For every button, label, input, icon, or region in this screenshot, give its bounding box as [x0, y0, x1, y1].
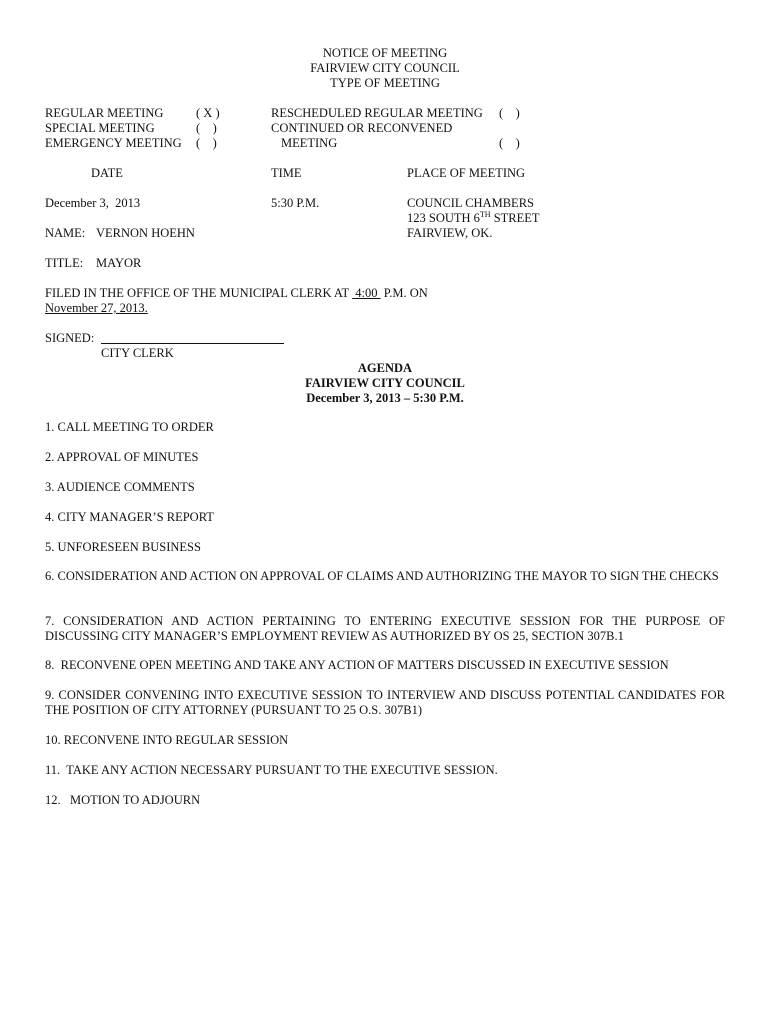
- agenda-item-9: 9. CONSIDER CONVENING INTO EXECUTIVE SESSION TO INTERVIEW AND DISCUSS POTENTIAL CANDIDATES FOR THE POSITION OF CITY ATTORNEY (PURSUANT TO 25 O.S. 307B1): [45, 688, 725, 717]
- title-value: MAYOR: [96, 256, 142, 270]
- rescheduled-meeting-checkbox[interactable]: ( ): [499, 106, 520, 120]
- rescheduled-meeting-label: RESCHEDULED REGULAR MEETING: [271, 106, 483, 120]
- date-header: DATE: [91, 166, 123, 180]
- agenda-item-4: 4. CITY MANAGER’S REPORT: [45, 510, 214, 524]
- notice-title: NOTICE OF MEETING: [322, 46, 448, 60]
- agenda-item-2: 2. APPROVAL OF MINUTES: [45, 450, 199, 464]
- place-street-suffix: STREET: [490, 211, 540, 225]
- filed-time: 4:00: [355, 286, 378, 300]
- regular-meeting-checkbox[interactable]: ( X ): [196, 106, 220, 120]
- agenda-item-1: 1. CALL MEETING TO ORDER: [45, 420, 214, 434]
- agenda-item-5: 5. UNFORESEEN BUSINESS: [45, 540, 201, 554]
- agenda-item-6: 6. CONSIDERATION AND ACTION ON APPROVAL OF CLAIMS AND AUTHORIZING THE MAYOR TO SIGN THE CHECKS: [45, 569, 719, 583]
- place-line-3: FAIRVIEW, OK.: [407, 226, 493, 240]
- agenda-body-name: FAIRVIEW CITY COUNCIL: [305, 376, 465, 390]
- place-line-2: [407, 211, 540, 226]
- filed-suffix: P.M. ON: [380, 286, 428, 300]
- agenda-item-11: 11. TAKE ANY ACTION NECESSARY PURSUANT TO THE EXECUTIVE SESSION.: [45, 763, 498, 777]
- agenda-heading: AGENDA: [357, 361, 413, 375]
- continued-meeting-label-line2: MEETING: [281, 136, 338, 150]
- agenda-item-12: 12. MOTION TO ADJOURN: [45, 793, 201, 807]
- meeting-type-heading: TYPE OF MEETING: [330, 76, 440, 90]
- signature-line[interactable]: [101, 343, 284, 344]
- filed-prefix: FILED IN THE OFFICE OF THE MUNICIPAL CLERK AT: [45, 286, 353, 300]
- place-ordinal-suffix: TH: [479, 210, 491, 219]
- emergency-meeting-label: EMERGENCY MEETING: [45, 136, 182, 150]
- agenda-item-10: 10. RECONVENE INTO REGULAR SESSION: [45, 733, 289, 747]
- place-street-number: 123 SOUTH 6: [407, 211, 480, 225]
- agenda-item-3: 3. AUDIENCE COMMENTS: [45, 480, 195, 494]
- meeting-time: 5:30 P.M.: [271, 196, 320, 210]
- regular-meeting-label: REGULAR MEETING: [45, 106, 164, 120]
- agenda-datetime: December 3, 2013 – 5:30 P.M.: [306, 391, 464, 405]
- signed-label: SIGNED:: [45, 331, 95, 345]
- notice-body-name: FAIRVIEW CITY COUNCIL: [310, 61, 460, 75]
- name-label: NAME:: [45, 226, 86, 240]
- continued-meeting-label: CONTINUED OR RECONVENED: [271, 121, 453, 135]
- time-header: TIME: [271, 166, 302, 180]
- signer-role: CITY CLERK: [101, 346, 174, 360]
- meeting-date: December 3, 2013: [45, 196, 141, 210]
- agenda-item-8: 8. RECONVENE OPEN MEETING AND TAKE ANY ACTION OF MATTERS DISCUSSED IN EXECUTIVE SESSION: [45, 658, 669, 672]
- filed-date: November 27, 2013.: [45, 301, 148, 315]
- special-meeting-label: SPECIAL MEETING: [45, 121, 155, 135]
- agenda-header: [0, 361, 770, 406]
- place-header: PLACE OF MEETING: [407, 166, 526, 180]
- title-label: TITLE:: [45, 256, 84, 270]
- continued-meeting-checkbox[interactable]: ( ): [499, 136, 520, 150]
- emergency-meeting-checkbox[interactable]: ( ): [196, 136, 217, 150]
- place-line-1: COUNCIL CHAMBERS: [407, 196, 534, 210]
- special-meeting-checkbox[interactable]: ( ): [196, 121, 217, 135]
- filed-statement: [45, 286, 428, 301]
- agenda-item-7: 7. CONSIDERATION AND ACTION PERTAINING TO ENTERING EXECUTIVE SESSION FOR THE PURPOSE OF DISCUSSING CITY MANAGER’S EMPLOYMENT REVIEW AS AUTHORIZED BY OS 25, SECTION 307B.1: [45, 614, 725, 643]
- name-value: VERNON HOEHN: [96, 226, 195, 240]
- notice-header: [0, 46, 770, 91]
